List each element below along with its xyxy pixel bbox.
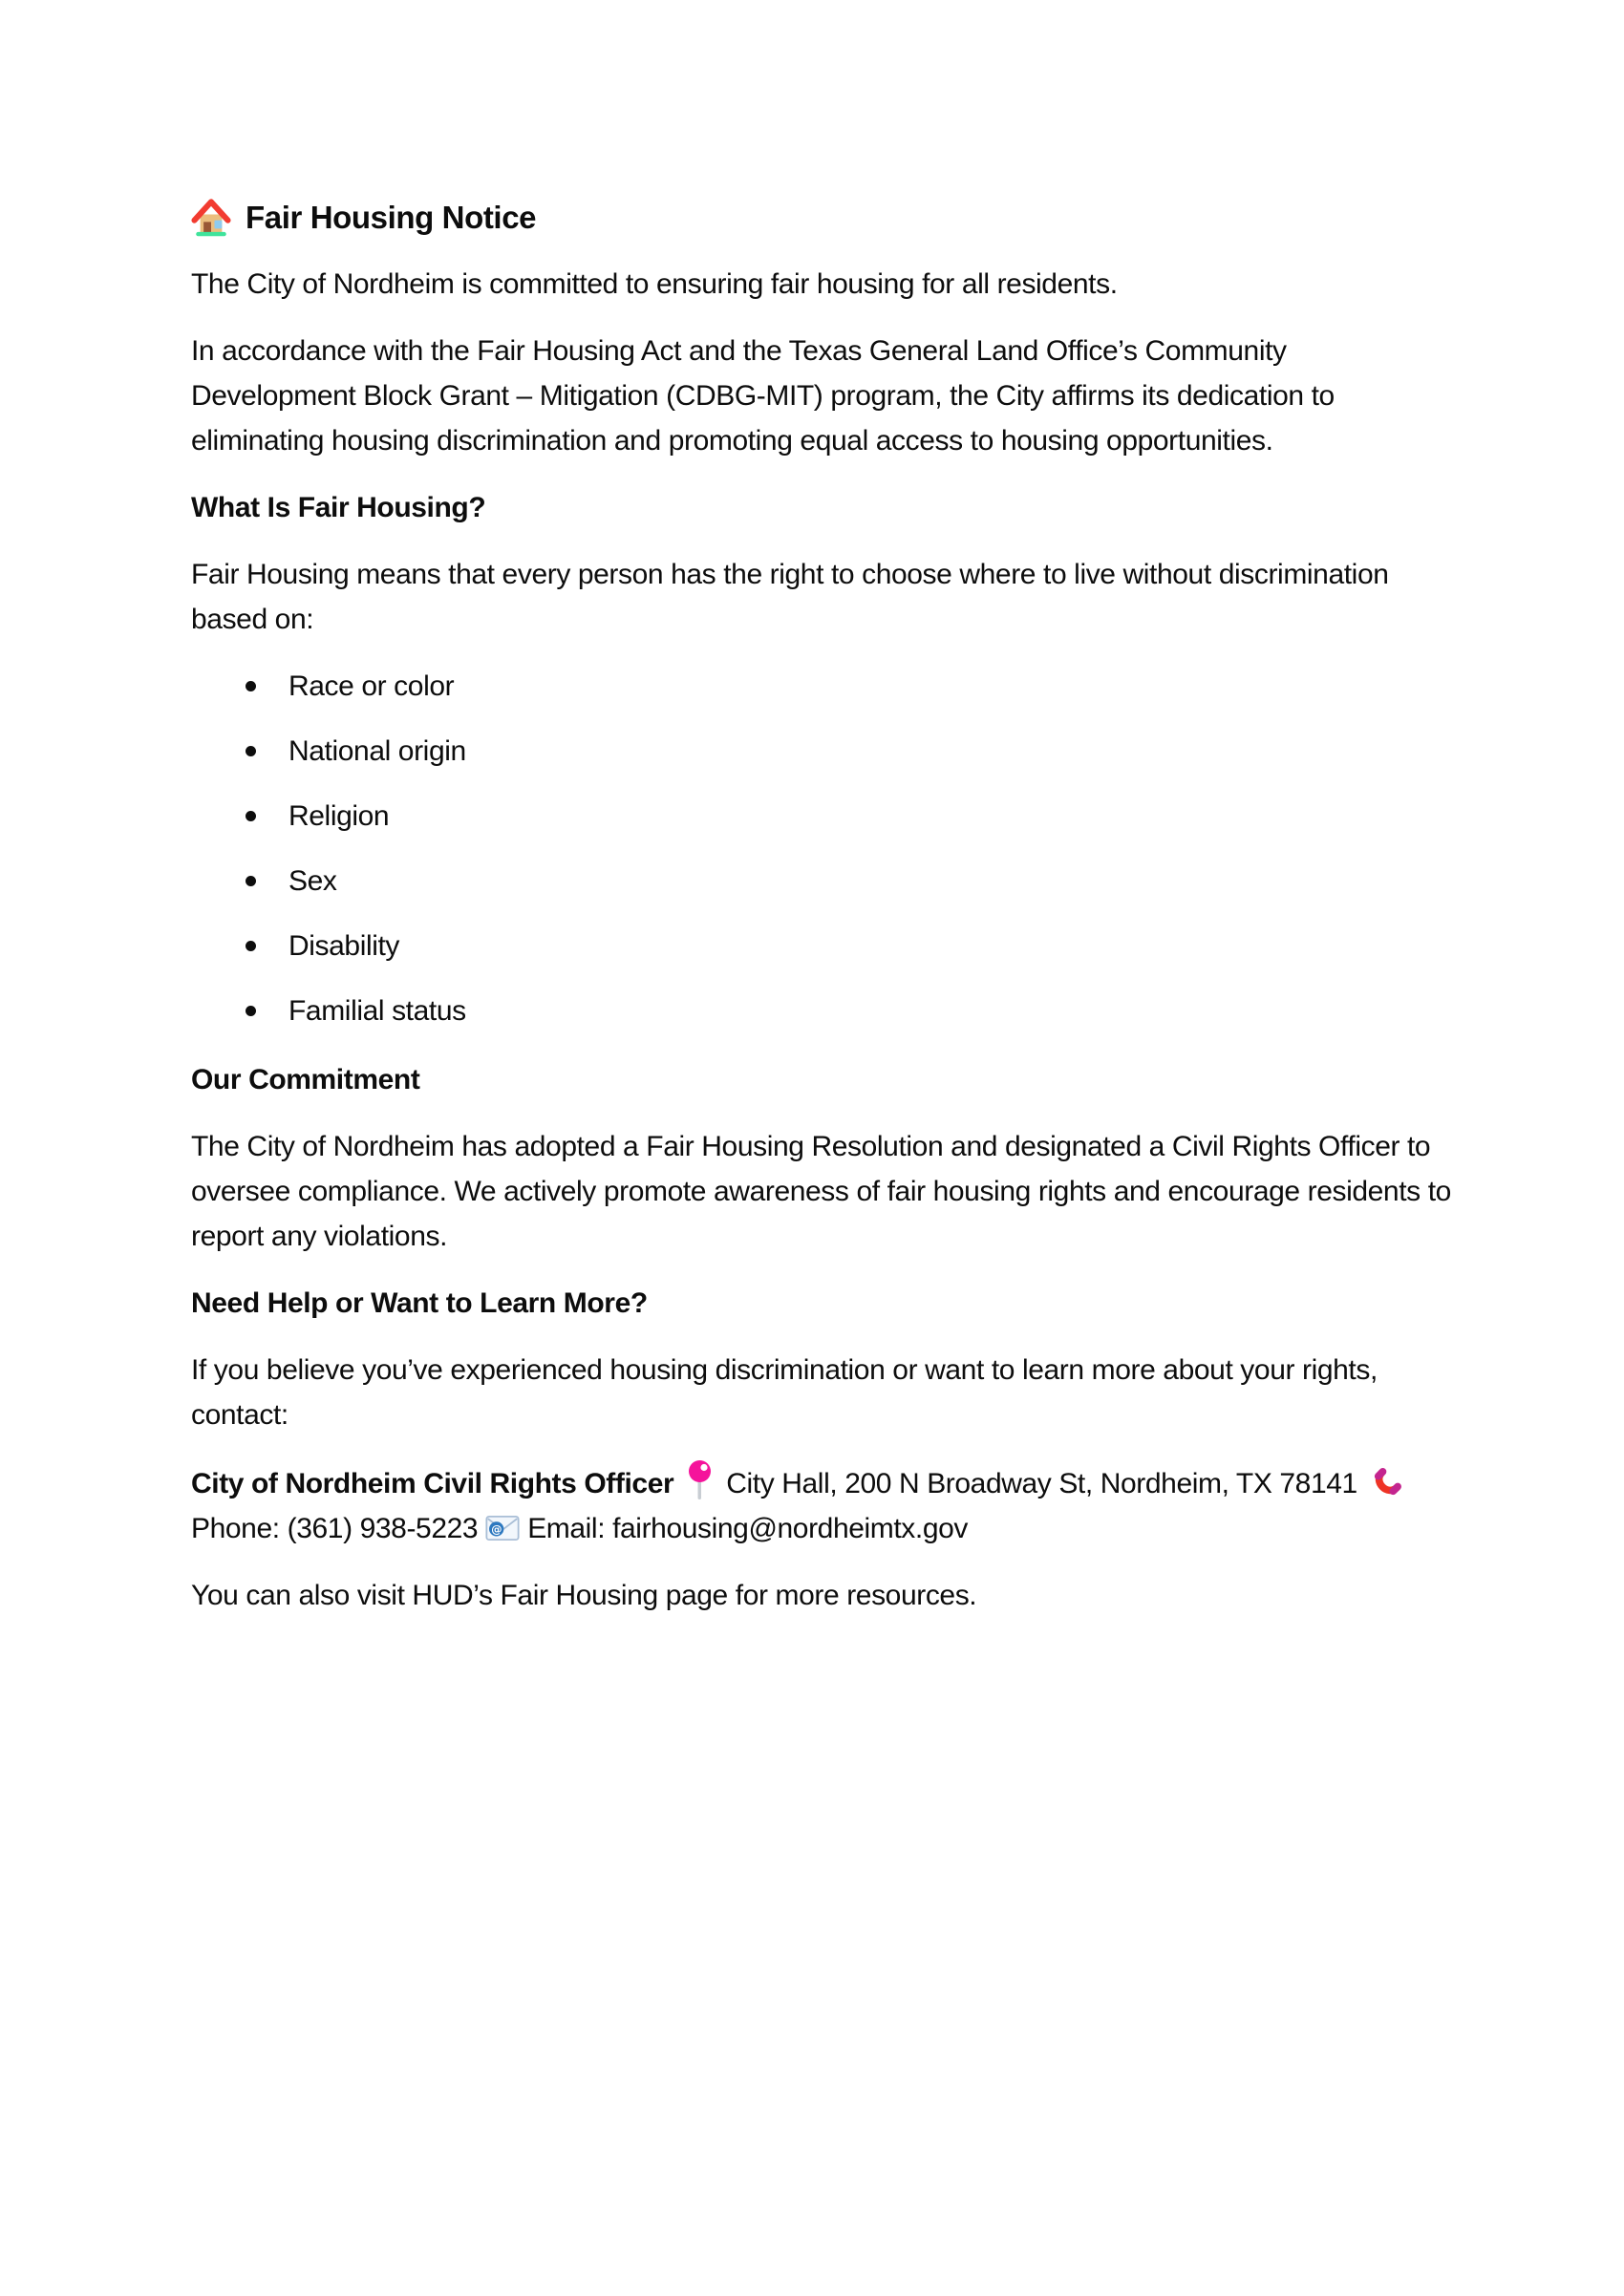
contact-phone-number: (361) 938-5223: [287, 1513, 479, 1544]
document-page: [191, 195, 1452, 1618]
lead-bold-statement: The City of Nordheim is committed to ensuring fair housing for all residents.: [191, 268, 1118, 300]
footer-note: You can also visit HUD’s Fair Housing page for more resources.: [191, 1580, 977, 1611]
list-item: Race or color: [191, 664, 1452, 709]
help-paragraph: If you believe you’ve experienced housing discrimination or want to learn more about your rights, contact:: [191, 1354, 1378, 1431]
contact-phone-label: Phone:: [191, 1513, 280, 1544]
contact-email-address: fairhousing@nordheimtx.gov: [612, 1513, 969, 1544]
telephone-receiver-icon: [1371, 1466, 1403, 1499]
page-title-text: Fair Housing Notice: [246, 200, 537, 235]
list-item: Disability: [191, 924, 1452, 968]
section-heading-our-commitment: Our Commitment: [191, 1064, 420, 1095]
what-is-paragraph: Fair Housing means that every person has the right to choose where to live without discrimination based on:: [191, 559, 1389, 635]
email-icon: [485, 1515, 520, 1541]
list-item: National origin: [191, 729, 1452, 774]
commitment-paragraph: The City of Nordheim has adopted a Fair Housing Resolution and designated a Civil Rights Officer to oversee compliance. We actively promote awareness of fair housing rights and encourage residents to report any violations.: [191, 1131, 1451, 1252]
lead-paragraph: In accordance with the Fair Housing Act and the Texas General Land Office’s Community Development Block Grant – Mitigation (CDBG-MIT) program, the City affirms its dedication to eliminating housing discrimination and promoting equal access to housing opportunities.: [191, 335, 1335, 457]
round-pushpin-icon: [687, 1459, 713, 1503]
list-item: Familial status: [191, 989, 1452, 1033]
section-heading-what-is-fair-housing: What Is Fair Housing?: [191, 492, 486, 523]
section-heading-need-help: Need Help or Want to Learn More?: [191, 1287, 648, 1319]
list-item: Religion: [191, 794, 1452, 839]
protected-classes-list: [191, 664, 1452, 1033]
contact-line: [191, 1459, 1452, 1551]
contact-address: City Hall, 200 N Broadway St, Nordheim, TX 78141: [726, 1468, 1357, 1499]
contact-name: City of Nordheim Civil Rights Officer: [191, 1468, 674, 1499]
page-title: [191, 195, 1452, 240]
list-item: Sex: [191, 859, 1452, 904]
house-icon: [191, 198, 231, 238]
svg-text:@: @: [491, 1522, 502, 1536]
contact-email-label: Email:: [527, 1513, 606, 1544]
